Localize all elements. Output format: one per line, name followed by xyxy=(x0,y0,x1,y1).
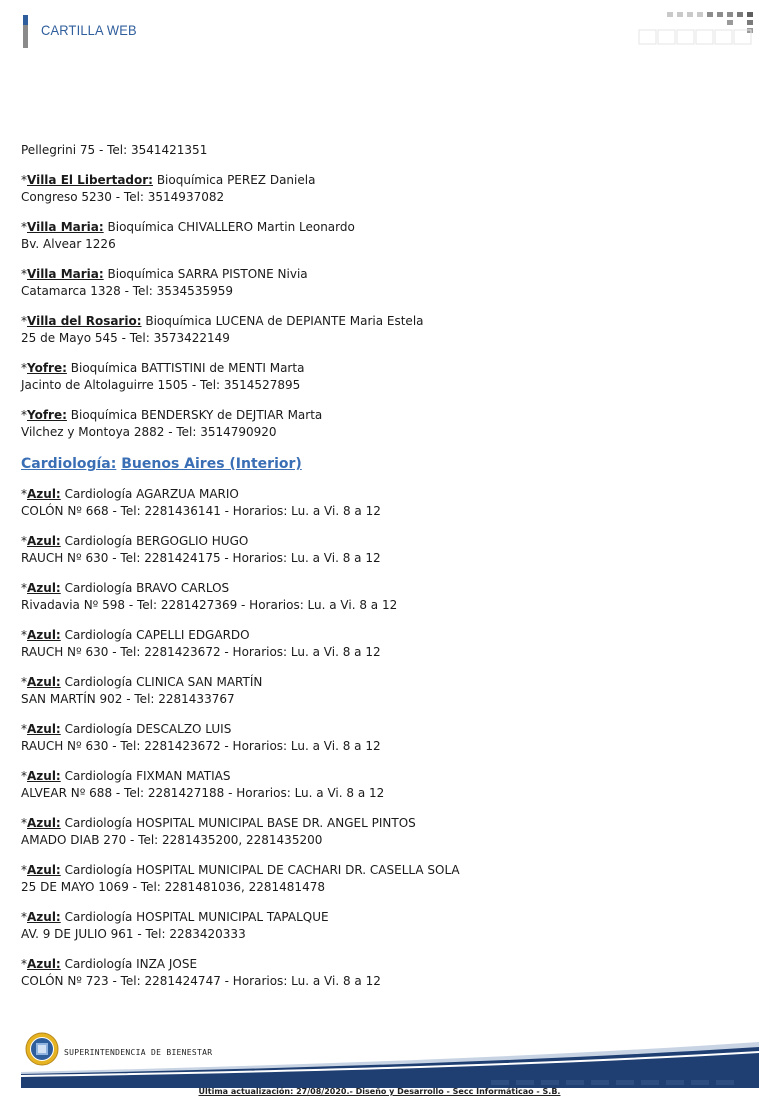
entry-name: Cardiología DESCALZO LUIS xyxy=(64,722,232,736)
entry-city: Villa del Rosario: xyxy=(27,314,142,328)
section-specialty: Cardiología: xyxy=(21,456,117,472)
entry-city: Azul: xyxy=(27,722,61,736)
entry-name: Cardiología HOSPITAL MUNICIPAL TAPALQUE xyxy=(64,910,329,924)
entry-address: Congreso 5230 - Tel: 3514937082 xyxy=(21,190,225,204)
entry-address: COLÓN Nº 668 - Tel: 2281436141 - Horarios: Lu. a Vi. 8 a 12 xyxy=(21,504,381,518)
entry-city: Villa Maria: xyxy=(27,267,104,281)
entry-city: Azul: xyxy=(27,487,61,501)
entry-city: Azul: xyxy=(27,769,61,783)
list-item xyxy=(21,909,741,943)
list-item xyxy=(21,815,741,849)
list-item xyxy=(21,172,741,206)
entry-address: RAUCH Nº 630 - Tel: 2281423672 - Horarios: Lu. a Vi. 8 a 12 xyxy=(21,739,381,753)
entry-address: Rivadavia Nº 598 - Tel: 2281427369 - Horarios: Lu. a Vi. 8 a 12 xyxy=(21,598,398,612)
list-item xyxy=(21,360,741,394)
entry-address: Vilchez y Montoya 2882 - Tel: 3514790920 xyxy=(21,425,277,439)
entry-header: *Villa del Rosario: Bioquímica LUCENA de DEPIANTE Maria Estela xyxy=(21,314,424,328)
entry-name: Cardiología AGARZUA MARIO xyxy=(64,487,239,501)
entry-header: *Azul: Cardiología HOSPITAL MUNICIPAL TAPALQUE xyxy=(21,910,329,924)
entry-header: *Azul: Cardiología BRAVO CARLOS xyxy=(21,581,230,595)
entry-address: RAUCH Nº 630 - Tel: 2281423672 - Horarios: Lu. a Vi. 8 a 12 xyxy=(21,645,381,659)
entry-header: *Yofre: Bioquímica BATTISTINI de MENTI Marta xyxy=(21,361,305,375)
entry-header: *Azul: Cardiología BERGOGLIO HUGO xyxy=(21,534,249,548)
entry-address: COLÓN Nº 723 - Tel: 2281424747 - Horarios: Lu. a Vi. 8 a 12 xyxy=(21,974,381,988)
header-accent-bar xyxy=(23,15,28,48)
section-region: Buenos Aires (Interior) xyxy=(121,456,302,472)
entry-header: *Villa Maria: Bioquímica SARRA PISTONE Nivia xyxy=(21,267,308,281)
entry-address: AMADO DIAB 270 - Tel: 2281435200, 2281435200 xyxy=(21,833,323,847)
entry-name: Cardiología INZA JOSE xyxy=(64,957,198,971)
entry-city: Azul: xyxy=(27,534,61,548)
entry-name: Bioquímica CHIVALLERO Martin Leonardo xyxy=(107,220,355,234)
entry-header: *Azul: Cardiología DESCALZO LUIS xyxy=(21,722,232,736)
entry-name: Bioquímica BATTISTINI de MENTI Marta xyxy=(70,361,305,375)
list-item xyxy=(21,219,741,253)
entry-name: Bioquímica LUCENA de DEPIANTE Maria Estela xyxy=(145,314,424,328)
entry-header: *Azul: Cardiología CAPELLI EDGARDO xyxy=(21,628,250,642)
entry-name: Cardiología BERGOGLIO HUGO xyxy=(64,534,249,548)
entry-city: Azul: xyxy=(27,581,61,595)
list-item xyxy=(21,674,741,708)
list-item xyxy=(21,721,741,755)
entry-address: 25 de Mayo 545 - Tel: 3573422149 xyxy=(21,331,230,345)
seal-icon xyxy=(25,1032,59,1066)
footer-banner xyxy=(21,1030,759,1088)
entry-city: Yofre: xyxy=(27,361,67,375)
list-item xyxy=(21,313,741,347)
entry-name: Cardiología CLINICA SAN MARTÍN xyxy=(64,675,263,689)
entry-city: Azul: xyxy=(27,957,61,971)
footer-wave xyxy=(21,1030,759,1088)
list-item xyxy=(21,533,741,567)
list-item xyxy=(21,862,741,896)
entry-address: SAN MARTÍN 902 - Tel: 2281433767 xyxy=(21,692,235,706)
list-item xyxy=(21,627,741,661)
entry-header: *Villa Maria: Bioquímica CHIVALLERO Martin Leonardo xyxy=(21,220,355,234)
entry-address: ALVEAR Nº 688 - Tel: 2281427188 - Horarios: Lu. a Vi. 8 a 12 xyxy=(21,786,385,800)
list-item xyxy=(21,768,741,802)
entry-address: 25 DE MAYO 1069 - Tel: 2281481036, 2281481478 xyxy=(21,880,325,894)
section-heading xyxy=(21,455,741,473)
page-title: CARTILLA WEB xyxy=(41,22,137,38)
entry-name: Cardiología BRAVO CARLOS xyxy=(64,581,230,595)
entry-header: *Villa El Libertador: Bioquímica PEREZ Daniela xyxy=(21,173,316,187)
entry-name: Cardiología FIXMAN MATIAS xyxy=(64,769,231,783)
entry-city: Yofre: xyxy=(27,408,67,422)
entry-header: *Azul: Cardiología CLINICA SAN MARTÍN xyxy=(21,675,263,689)
organization-name: SUPERINTENDENCIA DE BIENESTAR xyxy=(64,1048,213,1057)
entry-address: AV. 9 DE JULIO 961 - Tel: 2283420333 xyxy=(21,927,246,941)
entry-city: Azul: xyxy=(27,628,61,642)
entry-city: Azul: xyxy=(27,816,61,830)
continued-address: Pellegrini 75 - Tel: 3541421351 xyxy=(21,143,208,157)
entry-address: Catamarca 1328 - Tel: 3534535959 xyxy=(21,284,233,298)
entry-name: Bioquímica BENDERSKY de DEJTIAR Marta xyxy=(70,408,323,422)
entry-city: Villa El Libertador: xyxy=(27,173,153,187)
entry-address: Bv. Alvear 1226 xyxy=(21,237,116,251)
last-updated-note: Ultima actualización: 27/08/2020.- Diseño y Desarrollo - Secc Informáticao - S.B. xyxy=(198,1087,561,1096)
list-item xyxy=(21,266,741,300)
entry-header: *Azul: Cardiología HOSPITAL MUNICIPAL BASE DR. ANGEL PINTOS xyxy=(21,816,416,830)
entry-name: Bioquímica SARRA PISTONE Nivia xyxy=(107,267,308,281)
entry-name: Bioquímica PEREZ Daniela xyxy=(156,173,316,187)
entry-name: Cardiología CAPELLI EDGARDO xyxy=(64,628,250,642)
list-item xyxy=(21,486,741,520)
list-item xyxy=(21,407,741,441)
entry-header: *Azul: Cardiología HOSPITAL MUNICIPAL DE CACHARI DR. CASELLA SOLA xyxy=(21,863,460,877)
entry-city: Villa Maria: xyxy=(27,220,104,234)
directory-list xyxy=(21,172,741,1003)
entry-city: Azul: xyxy=(27,675,61,689)
entry-address: RAUCH Nº 630 - Tel: 2281424175 - Horarios: Lu. a Vi. 8 a 12 xyxy=(21,551,381,565)
entry-header: *Azul: Cardiología AGARZUA MARIO xyxy=(21,487,239,501)
entry-city: Azul: xyxy=(27,863,61,877)
header-decoration xyxy=(637,10,759,46)
entry-address: Jacinto de Altolaguirre 1505 - Tel: 3514527895 xyxy=(21,378,301,392)
entry-city: Azul: xyxy=(27,910,61,924)
list-item xyxy=(21,956,741,990)
entry-header: *Yofre: Bioquímica BENDERSKY de DEJTIAR Marta xyxy=(21,408,323,422)
entry-name: Cardiología HOSPITAL MUNICIPAL BASE DR. ANGEL PINTOS xyxy=(64,816,416,830)
entry-header: *Azul: Cardiología FIXMAN MATIAS xyxy=(21,769,231,783)
entry-header: *Azul: Cardiología INZA JOSE xyxy=(21,957,198,971)
entry-name: Cardiología HOSPITAL MUNICIPAL DE CACHARI DR. CASELLA SOLA xyxy=(64,863,460,877)
list-item xyxy=(21,580,741,614)
